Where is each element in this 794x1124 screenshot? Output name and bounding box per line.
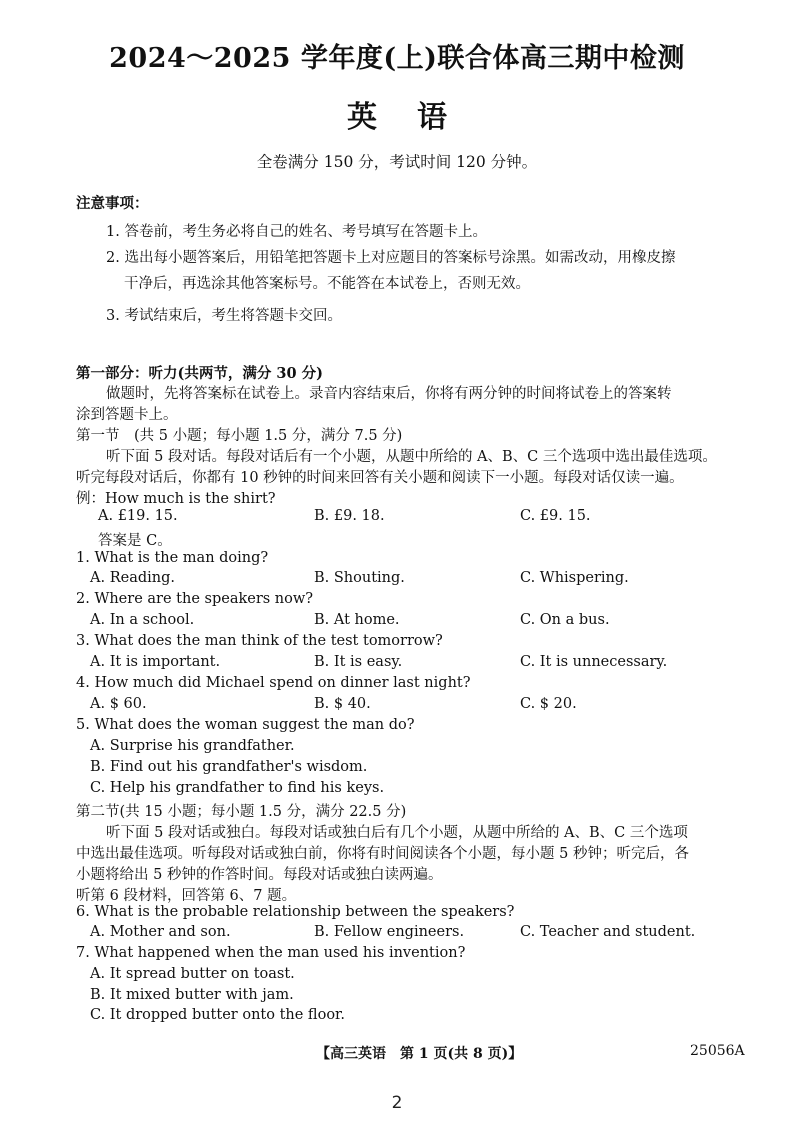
page-footer: 【高三英语 第 1 页(共 8 页)】 bbox=[316, 1046, 523, 1062]
subject-title: 英语 bbox=[347, 100, 487, 135]
part1-intro: 涂到答题卡上。 bbox=[76, 407, 178, 423]
exam-code: 25056A bbox=[690, 1043, 745, 1059]
notice-item: 2. 选出每小题答案后，用铅笔把答题卡上对应题目的答案标号涂黑。如需改动，用橡皮擦 bbox=[106, 250, 676, 266]
exam-title: 2024～2025 学年度(上)联合体高三期中检测 bbox=[109, 43, 685, 74]
q7-option-c: C. It dropped butter onto the floor. bbox=[90, 1007, 346, 1023]
notice-heading: 注意事项： bbox=[76, 195, 149, 212]
section1-instructions: 听完每段对话后，你都有 10 秒钟的时间来回答有关小题和阅读下一小题。每段对话仅读一遍。 bbox=[76, 470, 684, 486]
q7-option-b: B. It mixed butter with jam. bbox=[90, 987, 294, 1003]
question-2: 2. Where are the speakers now? bbox=[76, 591, 314, 607]
q3-option-c: C. It is unnecessary. bbox=[520, 654, 668, 670]
q5-option-a: A. Surprise his grandfather. bbox=[90, 738, 295, 754]
notice-item: 1. 答卷前，考生务必将自己的姓名、考号填写在答题卡上。 bbox=[106, 224, 487, 240]
example-question: 例：How much is the shirt? bbox=[76, 491, 276, 507]
question-1: 1. What is the man doing? bbox=[76, 550, 269, 566]
q6-option-c: C. Teacher and student. bbox=[520, 924, 696, 940]
question-5: 5. What does the woman suggest the man do? bbox=[76, 717, 415, 733]
example-answer: 答案是 C。 bbox=[98, 533, 172, 549]
part1-heading: 第一部分：听力(共两节，满分 30 分) bbox=[76, 365, 323, 382]
score-info: 全卷满分 150 分，考试时间 120 分钟。 bbox=[256, 153, 538, 171]
q4-option-a: A. $ 60. bbox=[90, 696, 147, 712]
q1-option-c: C. Whispering. bbox=[520, 570, 629, 586]
q3-option-b: B. It is easy. bbox=[314, 654, 403, 670]
q3-option-a: A. It is important. bbox=[90, 654, 221, 670]
question-3: 3. What does the man think of the test tomorrow? bbox=[76, 633, 443, 649]
q2-option-b: B. At home. bbox=[314, 612, 400, 628]
q6-option-a: A. Mother and son. bbox=[90, 924, 231, 940]
question-6: 6. What is the probable relationship between the speakers? bbox=[76, 904, 515, 920]
q5-option-b: B. Find out his grandfather's wisdom. bbox=[90, 759, 368, 775]
q5-option-c: C. Help his grandfather to find his keys. bbox=[90, 780, 385, 796]
q2-option-a: A. In a school. bbox=[90, 612, 195, 628]
question-4: 4. How much did Michael spend on dinner last night? bbox=[76, 675, 471, 691]
q4-option-b: B. $ 40. bbox=[314, 696, 371, 712]
question-7: 7. What happened when the man used his invention? bbox=[76, 945, 466, 961]
section1-instructions: 听下面 5 段对话。每段对话后有一个小题，从题中所给的 A、B、C 三个选项中选出最佳选项。 bbox=[106, 449, 717, 465]
section2-heading: 第二节(共 15 小题；每小题 1.5 分，满分 22.5 分) bbox=[76, 804, 407, 820]
q1-option-a: A. Reading. bbox=[90, 570, 175, 586]
section2-instructions: 听下面 5 段对话或独白。每段对话或独白后有几个小题，从题中所给的 A、B、C 三个选项 bbox=[106, 825, 688, 841]
q6-option-b: B. Fellow engineers. bbox=[314, 924, 465, 940]
notice-item: 干净后，再选涂其他答案标号。不能答在本试卷上，否则无效。 bbox=[124, 276, 530, 292]
q2-option-c: C. On a bus. bbox=[520, 612, 610, 628]
q7-option-a: A. It spread butter on toast. bbox=[90, 966, 295, 982]
section2-instructions: 中选出最佳选项。听每段对话或独白前，你将有时间阅读各个小题，每小题 5 秒钟；听完后，各 bbox=[76, 846, 689, 862]
page-number: 2 bbox=[391, 1093, 403, 1113]
q1-option-b: B. Shouting. bbox=[314, 570, 405, 586]
material-note: 听第 6 段材料，回答第 6、7 题。 bbox=[76, 888, 297, 904]
q4-option-c: C. $ 20. bbox=[520, 696, 577, 712]
example-option-b: B. £9. 18. bbox=[314, 508, 385, 524]
section1-heading: 第一节 (共 5 小题；每小题 1.5 分，满分 7.5 分) bbox=[76, 428, 403, 444]
section2-instructions: 小题将给出 5 秒钟的作答时间。每段对话或独白读两遍。 bbox=[76, 867, 443, 883]
notice-item: 3. 考试结束后，考生将答题卡交回。 bbox=[106, 308, 342, 324]
part1-intro: 做题时，先将答案标在试卷上。录音内容结束后，你将有两分钟的时间将试卷上的答案转 bbox=[106, 386, 672, 402]
example-option-c: C. £9. 15. bbox=[520, 508, 591, 524]
example-option-a: A. £19. 15. bbox=[98, 508, 178, 524]
